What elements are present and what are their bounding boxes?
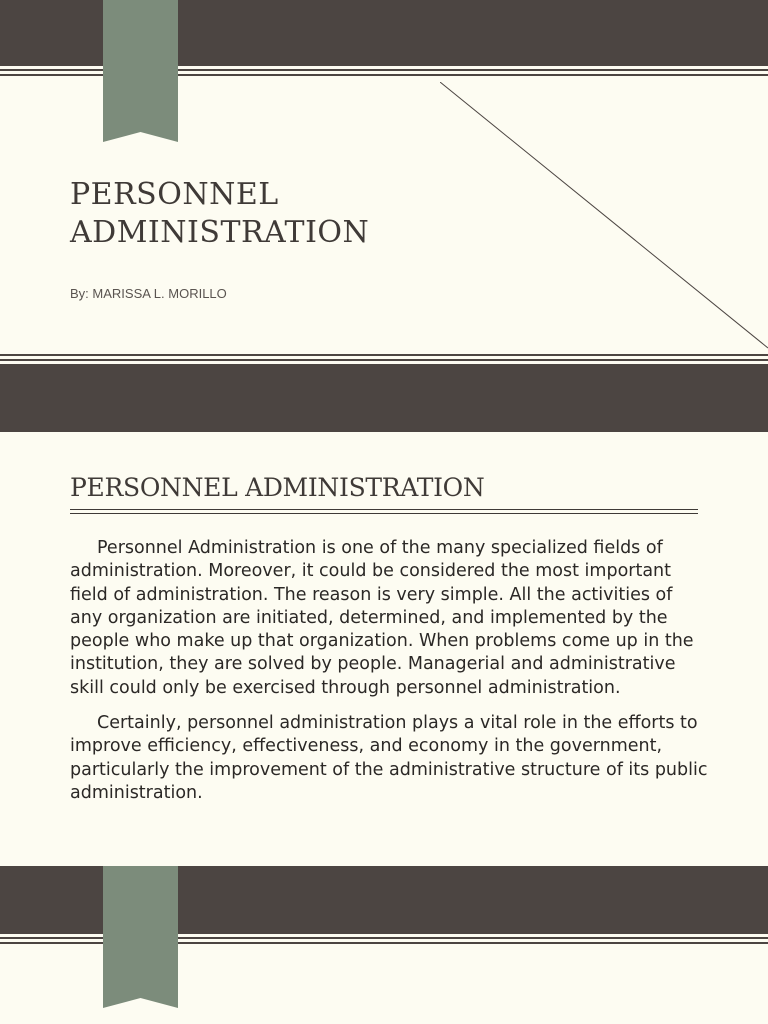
bookmark-ribbon bbox=[103, 866, 178, 1008]
paragraph: Certainly, personnel administration plays a vital role in the efforts to improve efficiency, effectiveness, and economy in the government, particularly the improvement of the administrative structure of its public administration. bbox=[70, 713, 708, 803]
bottom-band bbox=[0, 364, 768, 432]
title-slide bbox=[0, 0, 768, 432]
byline: By: MARISSA L. MORILLO bbox=[70, 286, 227, 301]
bottom-rule-1 bbox=[0, 354, 768, 356]
slide-title bbox=[70, 176, 369, 252]
slide-title-line1: PERSONNEL bbox=[70, 177, 279, 212]
content-title: PERSONNEL ADMINISTRATION bbox=[70, 473, 485, 502]
slide-title-line2: ADMINISTRATION bbox=[70, 215, 370, 250]
body-text bbox=[70, 537, 710, 817]
title-underline-1 bbox=[70, 509, 698, 510]
bottom-rule-2 bbox=[0, 359, 768, 361]
title-underline-2 bbox=[70, 513, 698, 514]
bookmark-ribbon bbox=[103, 0, 178, 142]
diagonal-line bbox=[440, 82, 768, 352]
paragraph: Personnel Administration is one of the many specialized fields of administration. Moreover, it could be considered the most important field of administration. The reason is very simple. All the activities of any organization are initiated, determined, and implemented by the people who make up that organization. When problems come up in the institution, they are solved by people. Managerial and administrative skill could only be exercised through personnel administration. bbox=[70, 538, 694, 698]
content-slide bbox=[0, 432, 768, 1024]
